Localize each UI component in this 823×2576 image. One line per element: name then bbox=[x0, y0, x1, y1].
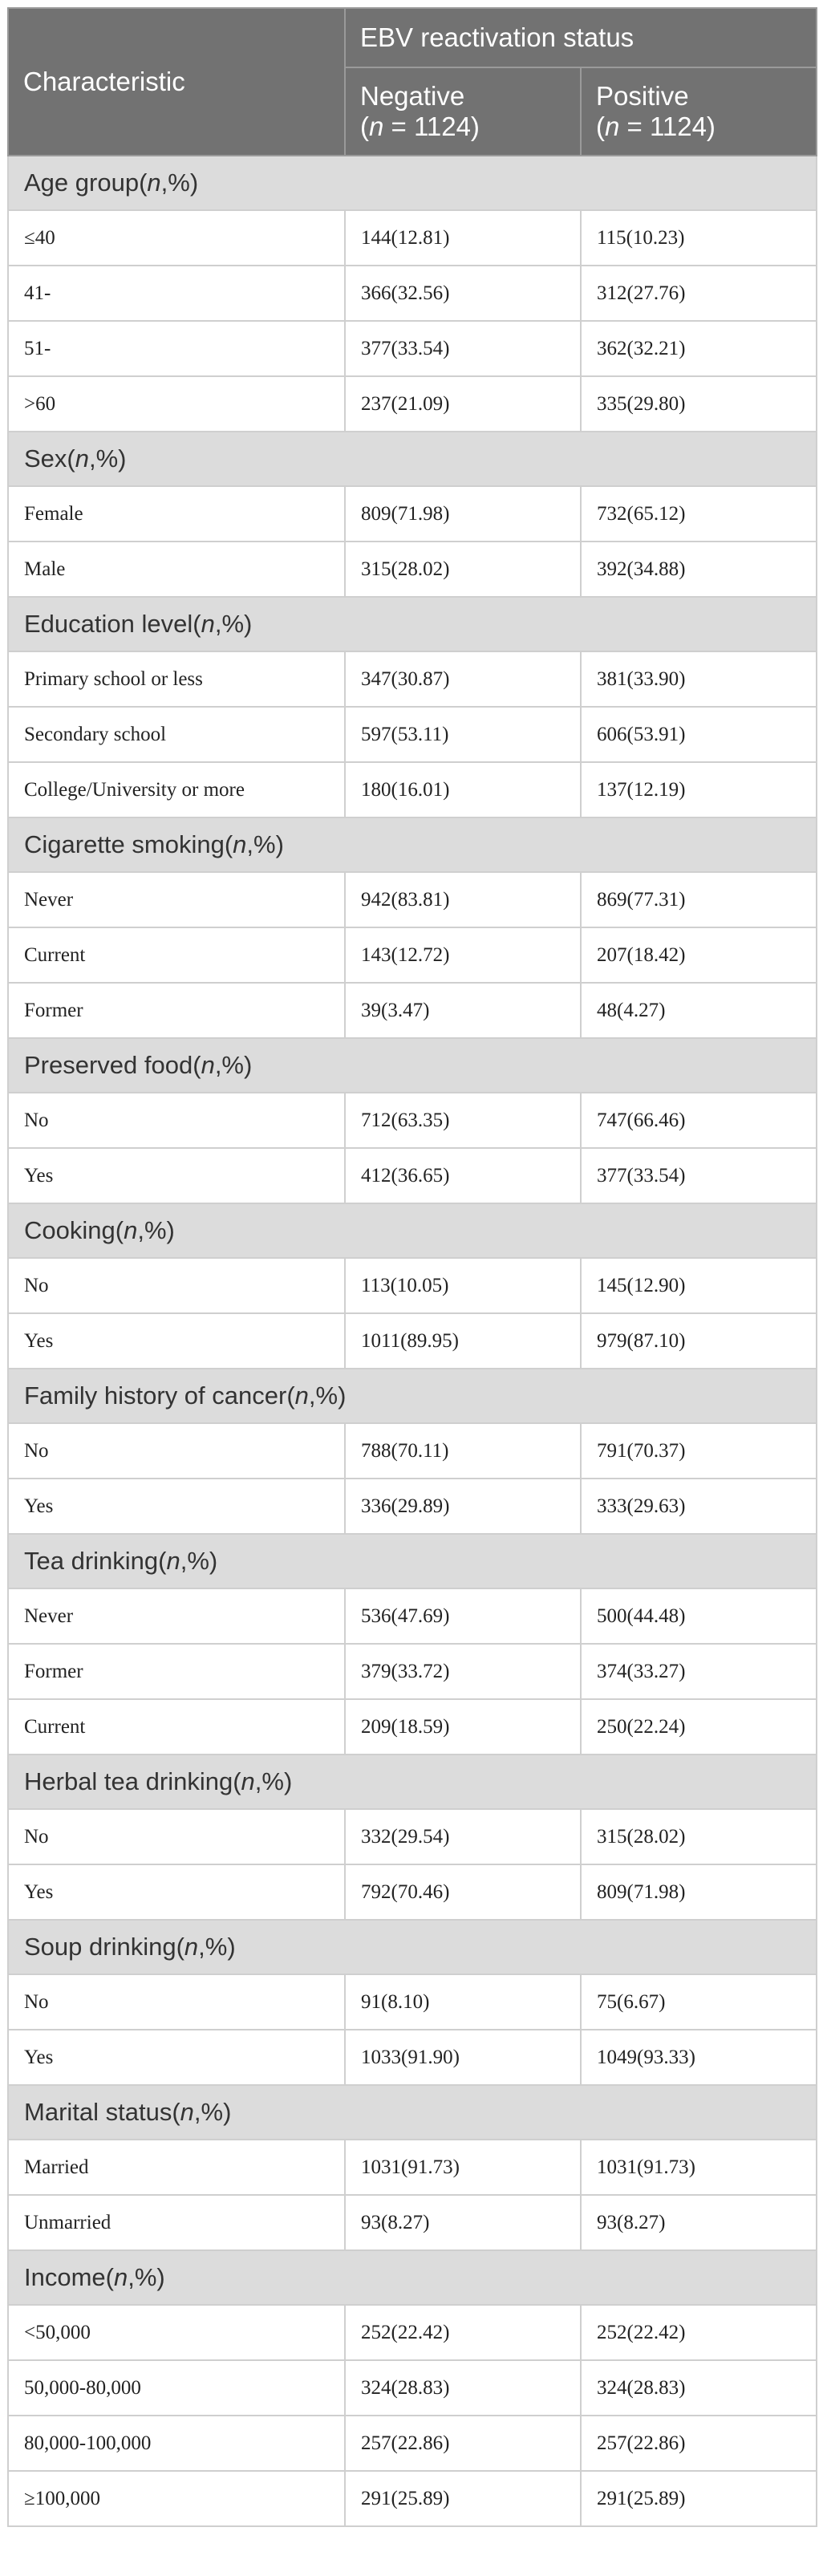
row-label: Current bbox=[8, 1699, 345, 1755]
group-label bbox=[8, 597, 817, 651]
table-row bbox=[8, 651, 817, 707]
group-row bbox=[8, 1755, 817, 1809]
negative-value: 809(71.98) bbox=[345, 486, 581, 542]
negative-value: 347(30.87) bbox=[345, 651, 581, 707]
row-label: Yes bbox=[8, 2030, 345, 2085]
negative-value: 788(70.11) bbox=[345, 1423, 581, 1479]
table-row bbox=[8, 266, 817, 321]
negative-value: 252(22.42) bbox=[345, 2305, 581, 2360]
positive-value: 250(22.24) bbox=[581, 1699, 817, 1755]
table-row bbox=[8, 2305, 817, 2360]
row-label: Yes bbox=[8, 1313, 345, 1369]
row-label: No bbox=[8, 1258, 345, 1313]
group-label bbox=[8, 432, 817, 486]
row-label: Yes bbox=[8, 1864, 345, 1920]
negative-value: 1031(91.73) bbox=[345, 2140, 581, 2195]
positive-value: 869(77.31) bbox=[581, 872, 817, 927]
row-label: 51- bbox=[8, 321, 345, 376]
group-row bbox=[8, 1369, 817, 1423]
table-row bbox=[8, 1588, 817, 1644]
negative-value: 332(29.54) bbox=[345, 1809, 581, 1864]
table-row bbox=[8, 1864, 817, 1920]
group-label bbox=[8, 1038, 817, 1093]
table-row bbox=[8, 210, 817, 266]
group-suffix: (n,%) bbox=[233, 1767, 293, 1795]
positive-value: 145(12.90) bbox=[581, 1258, 817, 1313]
row-label: >60 bbox=[8, 376, 345, 432]
negative-value: 291(25.89) bbox=[345, 2471, 581, 2526]
positive-value: 606(53.91) bbox=[581, 707, 817, 762]
group-label bbox=[8, 2085, 817, 2140]
group-row bbox=[8, 1920, 817, 1974]
table-row bbox=[8, 376, 817, 432]
positive-value: 291(25.89) bbox=[581, 2471, 817, 2526]
characteristic-header: Characteristic bbox=[8, 8, 345, 156]
group-name: Marital status bbox=[24, 2098, 172, 2126]
positive-value: 791(70.37) bbox=[581, 1423, 817, 1479]
group-name: Cooking bbox=[24, 1216, 116, 1244]
group-row bbox=[8, 597, 817, 651]
group-label bbox=[8, 1369, 817, 1423]
group-name: Sex bbox=[24, 444, 67, 473]
table-body bbox=[8, 156, 817, 2526]
group-row bbox=[8, 2250, 817, 2305]
table-row bbox=[8, 983, 817, 1038]
negative-value: 336(29.89) bbox=[345, 1479, 581, 1534]
group-suffix: (n,%) bbox=[67, 444, 127, 473]
row-label: 50,000-80,000 bbox=[8, 2360, 345, 2416]
group-suffix: (n,%) bbox=[139, 168, 199, 197]
row-label: <50,000 bbox=[8, 2305, 345, 2360]
positive-value: 207(18.42) bbox=[581, 927, 817, 983]
negative-value: 143(12.72) bbox=[345, 927, 581, 983]
negative-value: 712(63.35) bbox=[345, 1093, 581, 1148]
table-row bbox=[8, 321, 817, 376]
row-label: ≤40 bbox=[8, 210, 345, 266]
table-row bbox=[8, 2416, 817, 2471]
row-label: Never bbox=[8, 872, 345, 927]
group-row bbox=[8, 1038, 817, 1093]
positive-value: 137(12.19) bbox=[581, 762, 817, 817]
group-suffix: (n,%) bbox=[115, 1216, 175, 1244]
negative-value: 366(32.56) bbox=[345, 266, 581, 321]
group-suffix: (n,%) bbox=[172, 2098, 232, 2126]
positive-value: 500(44.48) bbox=[581, 1588, 817, 1644]
positive-n: = 1124) bbox=[619, 112, 716, 141]
group-row bbox=[8, 817, 817, 872]
group-row bbox=[8, 432, 817, 486]
positive-value: 377(33.54) bbox=[581, 1148, 817, 1203]
table-row bbox=[8, 1313, 817, 1369]
negative-value: 209(18.59) bbox=[345, 1699, 581, 1755]
table-row bbox=[8, 1644, 817, 1699]
negative-value: 597(53.11) bbox=[345, 707, 581, 762]
negative-value: 536(47.69) bbox=[345, 1588, 581, 1644]
group-row bbox=[8, 1534, 817, 1588]
positive-value: 747(66.46) bbox=[581, 1093, 817, 1148]
row-label: Yes bbox=[8, 1148, 345, 1203]
table-row bbox=[8, 2471, 817, 2526]
positive-value: 732(65.12) bbox=[581, 486, 817, 542]
positive-value: 115(10.23) bbox=[581, 210, 817, 266]
negative-value: 379(33.72) bbox=[345, 1644, 581, 1699]
negative-header: Negative (n = 1124) bbox=[345, 67, 581, 156]
negative-value: 113(10.05) bbox=[345, 1258, 581, 1313]
negative-value: 412(36.65) bbox=[345, 1148, 581, 1203]
group-name: Soup drinking bbox=[24, 1933, 176, 1961]
negative-value: 942(83.81) bbox=[345, 872, 581, 927]
group-label bbox=[8, 1755, 817, 1809]
positive-value: 252(22.42) bbox=[581, 2305, 817, 2360]
ebv-status-header: EBV reactivation status bbox=[345, 8, 817, 67]
table-row bbox=[8, 486, 817, 542]
table-row bbox=[8, 2140, 817, 2195]
group-label bbox=[8, 1534, 817, 1588]
positive-value: 312(27.76) bbox=[581, 266, 817, 321]
characteristics-table bbox=[7, 7, 817, 2527]
group-name: Cigarette smoking bbox=[24, 830, 225, 858]
row-label: No bbox=[8, 1974, 345, 2030]
row-label: 80,000-100,000 bbox=[8, 2416, 345, 2471]
positive-value: 48(4.27) bbox=[581, 983, 817, 1038]
row-label: Never bbox=[8, 1588, 345, 1644]
n-label: n bbox=[605, 112, 620, 141]
table-row bbox=[8, 542, 817, 597]
table-row bbox=[8, 1479, 817, 1534]
group-name: Tea drinking bbox=[24, 1547, 159, 1575]
group-suffix: (n,%) bbox=[158, 1547, 218, 1575]
table-row bbox=[8, 927, 817, 983]
group-name: Income bbox=[24, 2263, 106, 2291]
row-label: Secondary school bbox=[8, 707, 345, 762]
n-label: n bbox=[369, 112, 384, 141]
negative-label: Negative bbox=[360, 81, 465, 112]
group-suffix: (n,%) bbox=[224, 830, 284, 858]
negative-value: 93(8.27) bbox=[345, 2195, 581, 2250]
table-row bbox=[8, 1423, 817, 1479]
table-row bbox=[8, 1809, 817, 1864]
row-label: Unmarried bbox=[8, 2195, 345, 2250]
row-label: College/University or more bbox=[8, 762, 345, 817]
row-label: ≥100,000 bbox=[8, 2471, 345, 2526]
positive-value: 93(8.27) bbox=[581, 2195, 817, 2250]
negative-value: 792(70.46) bbox=[345, 1864, 581, 1920]
table-row bbox=[8, 762, 817, 817]
negative-value: 1011(89.95) bbox=[345, 1313, 581, 1369]
table-row bbox=[8, 1258, 817, 1313]
negative-value: 315(28.02) bbox=[345, 542, 581, 597]
positive-value: 333(29.63) bbox=[581, 1479, 817, 1534]
row-label: 41- bbox=[8, 266, 345, 321]
table-row bbox=[8, 2360, 817, 2416]
table-row bbox=[8, 1974, 817, 2030]
positive-value: 335(29.80) bbox=[581, 376, 817, 432]
row-label: Former bbox=[8, 1644, 345, 1699]
table-row bbox=[8, 1148, 817, 1203]
positive-value: 362(32.21) bbox=[581, 321, 817, 376]
table-row bbox=[8, 1093, 817, 1148]
group-label bbox=[8, 1203, 817, 1258]
group-name: Family history of cancer bbox=[24, 1381, 287, 1410]
positive-value: 1031(91.73) bbox=[581, 2140, 817, 2195]
group-suffix: (n,%) bbox=[286, 1381, 347, 1410]
group-name: Education level bbox=[24, 610, 193, 638]
table-row bbox=[8, 2195, 817, 2250]
positive-value: 75(6.67) bbox=[581, 1974, 817, 2030]
row-label: Female bbox=[8, 486, 345, 542]
positive-value: 381(33.90) bbox=[581, 651, 817, 707]
row-label: No bbox=[8, 1809, 345, 1864]
group-suffix: (n,%) bbox=[176, 1933, 236, 1961]
table-row bbox=[8, 872, 817, 927]
negative-value: 324(28.83) bbox=[345, 2360, 581, 2416]
negative-value: 180(16.01) bbox=[345, 762, 581, 817]
group-label bbox=[8, 817, 817, 872]
negative-value: 377(33.54) bbox=[345, 321, 581, 376]
group-suffix: (n,%) bbox=[105, 2263, 165, 2291]
positive-value: 257(22.86) bbox=[581, 2416, 817, 2471]
group-label bbox=[8, 2250, 817, 2305]
negative-value: 39(3.47) bbox=[345, 983, 581, 1038]
group-name: Age group bbox=[24, 168, 140, 197]
positive-header: Positive (n = 1124) bbox=[581, 67, 817, 156]
negative-n: = 1124) bbox=[383, 112, 480, 141]
negative-value: 144(12.81) bbox=[345, 210, 581, 266]
row-label: No bbox=[8, 1423, 345, 1479]
group-row bbox=[8, 2085, 817, 2140]
group-row bbox=[8, 1203, 817, 1258]
table-row bbox=[8, 707, 817, 762]
group-label bbox=[8, 156, 817, 210]
positive-label: Positive bbox=[596, 81, 689, 112]
positive-value: 809(71.98) bbox=[581, 1864, 817, 1920]
table-row bbox=[8, 2030, 817, 2085]
negative-value: 1033(91.90) bbox=[345, 2030, 581, 2085]
positive-value: 392(34.88) bbox=[581, 542, 817, 597]
row-label: Married bbox=[8, 2140, 345, 2195]
negative-value: 91(8.10) bbox=[345, 1974, 581, 2030]
row-label: Yes bbox=[8, 1479, 345, 1534]
group-label bbox=[8, 1920, 817, 1974]
row-label: Primary school or less bbox=[8, 651, 345, 707]
positive-value: 979(87.10) bbox=[581, 1313, 817, 1369]
negative-value: 257(22.86) bbox=[345, 2416, 581, 2471]
negative-value: 237(21.09) bbox=[345, 376, 581, 432]
row-label: Current bbox=[8, 927, 345, 983]
group-suffix: (n,%) bbox=[193, 610, 253, 638]
positive-value: 374(33.27) bbox=[581, 1644, 817, 1699]
table-row bbox=[8, 1699, 817, 1755]
positive-value: 1049(93.33) bbox=[581, 2030, 817, 2085]
group-name: Herbal tea drinking bbox=[24, 1767, 233, 1795]
group-name: Preserved food bbox=[24, 1051, 193, 1079]
header-row-1 bbox=[8, 8, 817, 67]
positive-value: 324(28.83) bbox=[581, 2360, 817, 2416]
group-suffix: (n,%) bbox=[193, 1051, 253, 1079]
positive-value: 315(28.02) bbox=[581, 1809, 817, 1864]
row-label: No bbox=[8, 1093, 345, 1148]
row-label: Male bbox=[8, 542, 345, 597]
row-label: Former bbox=[8, 983, 345, 1038]
group-row bbox=[8, 156, 817, 210]
